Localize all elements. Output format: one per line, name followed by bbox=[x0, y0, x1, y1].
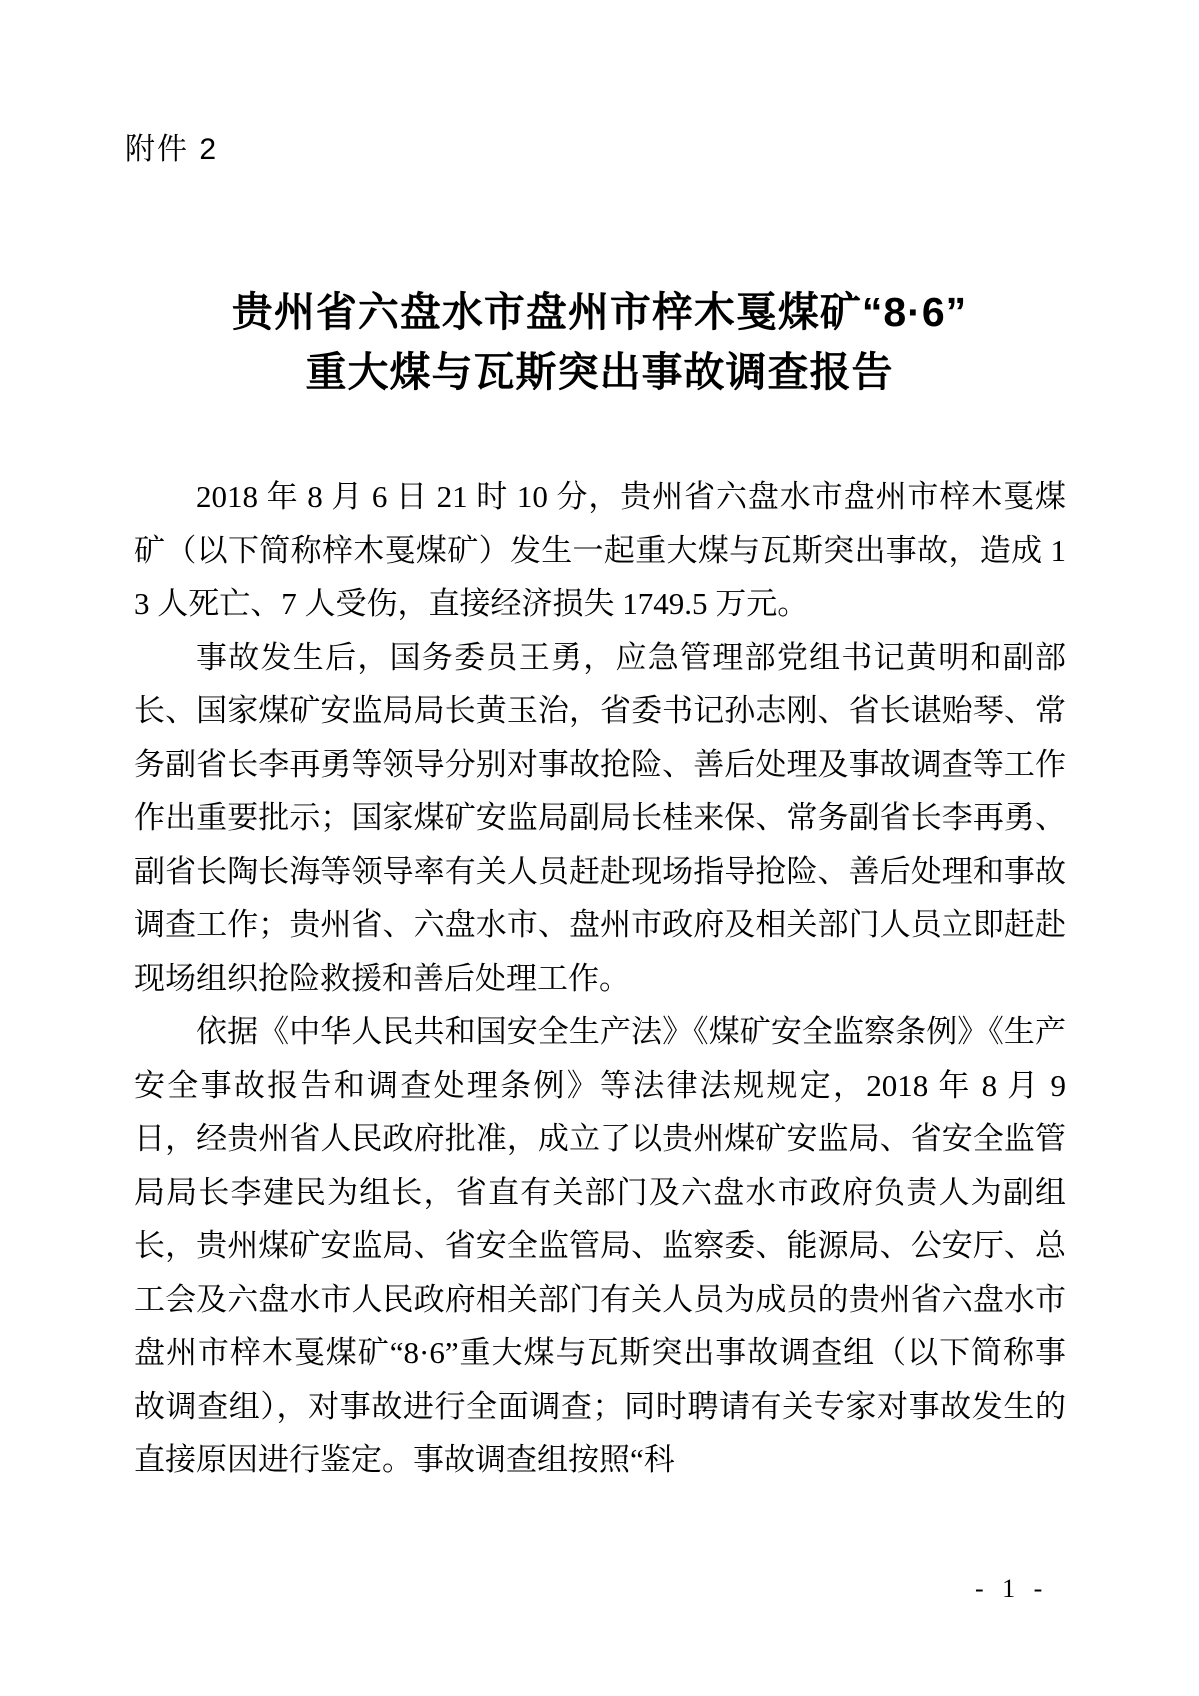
paragraph-accident-summary: 2018 年 8 月 6 日 21 时 10 分，贵州省六盘水市盘州市梓木戛煤矿（以下简称梓木戛煤矿）发生一起重大煤与瓦斯突出事故，造成 13 人死亡、7 人受伤，直接经济损失 1749.5 万元。 bbox=[134, 479, 1066, 621]
paragraph-leadership-response: 事故发生后，国务委员王勇，应急管理部党组书记黄明和副部长、国家煤矿安监局局长黄玉治，省委书记孙志刚、省长谌贻琴、常务副省长李再勇等领导分别对事故抢险、善后处理及事故调查等工作作出重要批示；国家煤矿安监局副局长桂来保、常务副省长李再勇、副省长陶长海等领导率有关人员赶赴现场指导抢险、善后处理和事故调查工作；贵州省、六盘水市、盘州市政府及相关部门人员立即赶赴现场组织抢险救援和善后处理工作。 bbox=[134, 639, 1066, 996]
page-number: - 1 - bbox=[975, 1574, 1049, 1603]
document-title-line2: 重大煤与瓦斯突出事故调查报告 bbox=[305, 349, 894, 395]
document-title bbox=[0, 282, 1199, 402]
document-body bbox=[134, 470, 1066, 1487]
document-title-line1: 贵州省六盘水市盘州市梓木戛煤矿“8·6” bbox=[231, 289, 968, 335]
paragraph-investigation-team: 依据《中华人民共和国安全生产法》《煤矿安全监察条例》《生产安全事故报告和调查处理条例》等法律法规规定，2018 年 8 月 9 日，经贵州省人民政府批准，成立了以贵州煤矿安监局、省安全监管局局长李建民为组长，省直有关部门及六盘水市政府负责人为副组长，贵州煤矿安监局、省安全监管局、监察委、能源局、公安厅、总工会及六盘水市人民政府相关部门有关人员为成员的贵州省六盘水市盘州市梓木戛煤矿“8·6”重大煤与瓦斯突出事故调查组（以下简称事故调查组），对事故进行全面调查；同时聘请有关专家对事故发生的直接原因进行鉴定。事故调查组按照“科 bbox=[134, 1014, 1066, 1477]
attachment-label: 附件 2 bbox=[125, 133, 219, 166]
